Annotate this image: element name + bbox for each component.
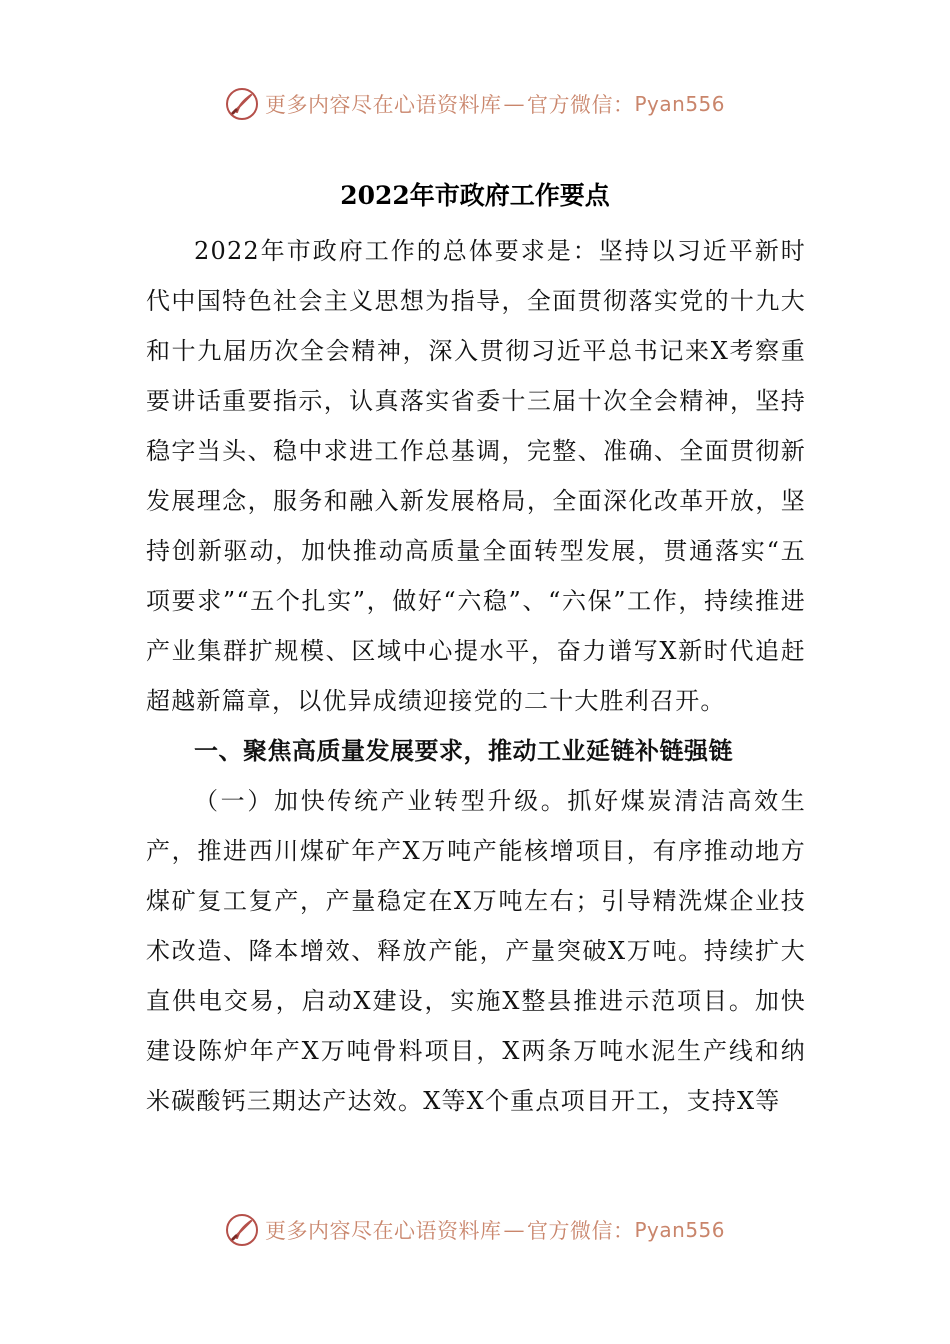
- watermark-banner-bottom: [0, 1208, 950, 1252]
- watermark-banner-top: [0, 82, 950, 126]
- watermark-wechat-id: Pyan556: [634, 92, 725, 116]
- watermark-text: 更多内容尽在心语资料库: [264, 1219, 502, 1243]
- watermark-wechat-id: Pyan556: [634, 1218, 725, 1242]
- watermark-wechat-label: 官方微信：: [526, 93, 635, 117]
- document-title: 2022年市政府工作要点: [340, 181, 610, 210]
- watermark-separator: —: [503, 1218, 525, 1242]
- intro-paragraph: 2022年市政府工作的总体要求是：坚持以习近平新时代中国特色社会主义思想为指导，全面贯彻落实党的十九大和十九届历次全会精神，深入贯彻习近平总书记来X考察重要讲话重要指示，认真落实省委十三届十次全会精神，坚持稳字当头、稳中求进工作总基调，完整、准确、全面贯彻新发展理念，服务和融入新发展格局，全面深化改革开放，坚持创新驱动，加快推动高质量全面转型发展，贯通落实“五项要求”“五个扎实”，做好“六稳”、“六保”工作，持续推进产业集群扩规模、区域中心提水平，奋力谱写X新时代追赶超越新篇章，以优异成绩迎接党的二十大胜利召开。: [146, 237, 806, 715]
- watermark-text: 更多内容尽在心语资料库: [264, 93, 502, 117]
- section-heading: 一、聚焦高质量发展要求，推动工业延链补链强链: [194, 737, 733, 765]
- body-paragraph: （一）加快传统产业转型升级。抓好煤炭清洁高效生产，推进西川煤矿年产X万吨产能核增项目，有序推动地方煤矿复工复产，产量稳定在X万吨左右；引导精洗煤企业技术改造、降本增效、释放产能，产量突破X万吨。持续扩大直供电交易，启动X建设，实施X整县推进示范项目。加快建设陈炉年产X万吨骨料项目，X两条万吨水泥生产线和纳米碳酸钙三期达产达效。X等X个重点项目开工，支持X等: [146, 787, 806, 1115]
- quill-logo-icon: [225, 1213, 259, 1247]
- watermark-separator: —: [503, 92, 525, 116]
- watermark-wechat-label: 官方微信：: [526, 1219, 635, 1243]
- quill-logo-icon: [225, 87, 259, 121]
- document-body: [146, 226, 806, 1126]
